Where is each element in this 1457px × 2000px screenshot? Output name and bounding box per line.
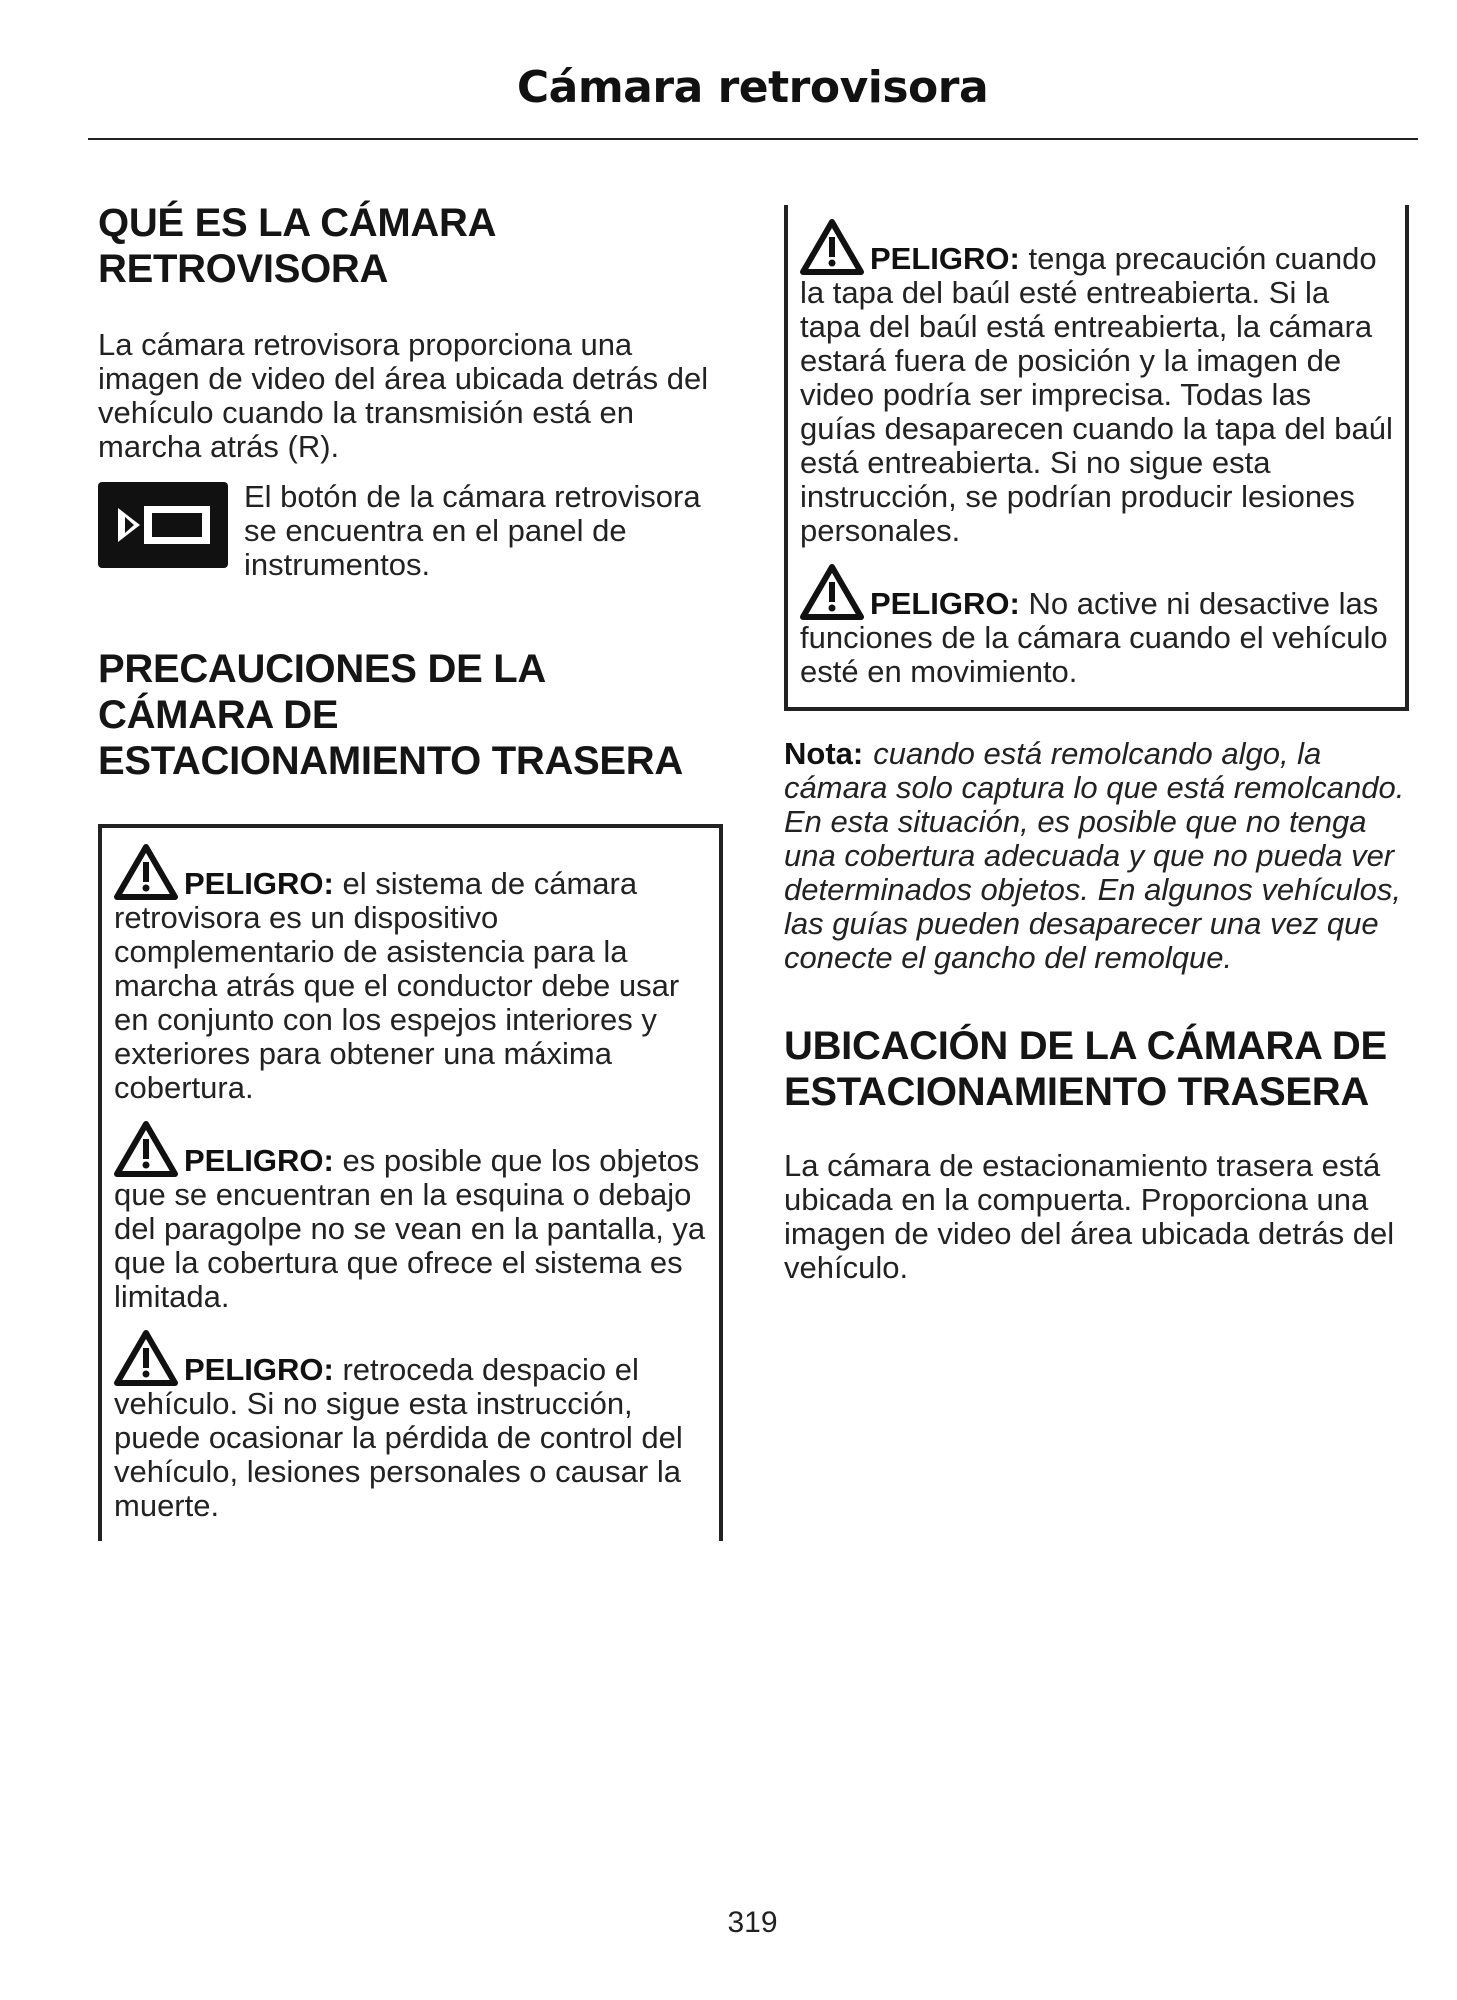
page-title: Cámara retrovisora — [516, 62, 989, 113]
warning-item — [114, 1121, 707, 1314]
section-heading-what-is: QUÉ ES LA CÁMARA RETROVISORA — [98, 201, 495, 291]
warning-item — [800, 219, 1393, 548]
section-heading-location: UBICACIÓN DE LA CÁMARA DE ESTACIONAMIENTO TRASERA — [784, 1024, 1387, 1114]
warning-text: es posible que los objetos que se encuentran en la esquina o debajo del paragolpe no se vean en la pantalla, ya que la cobertura que ofrece el sistema es limitada. — [114, 1143, 706, 1314]
warning-text: el sistema de cámara retrovisora es un dispositivo complementario de asistencia para la marcha atrás que el conductor debe usar en conjunto con los espejos interiores y exteriores para obtener una máxima cobertura. — [114, 866, 680, 1105]
warning-label: PELIGRO: — [184, 1352, 334, 1387]
warning-label: PELIGRO: — [184, 866, 334, 901]
page-number: 319 — [727, 1906, 778, 1939]
warning-text: No active ni desactive las funciones de la cámara cuando el vehículo esté en movimiento. — [800, 586, 1388, 689]
warning-triangle-icon — [114, 1121, 178, 1177]
warning-item — [114, 1330, 707, 1523]
warning-label: PELIGRO: — [870, 586, 1020, 621]
title-divider — [88, 138, 1418, 140]
location-paragraph: La cámara de estacionamiento trasera está ubicada en la compuerta. Proporciona una imagen de video del área ubicada detrás del vehículo. — [784, 1148, 1395, 1285]
warning-label: PELIGRO: — [184, 1143, 334, 1178]
warning-item — [114, 844, 707, 1105]
left-column — [98, 200, 723, 1541]
warning-text: tenga precaución cuando la tapa del baúl esté entreabierta. Si la tapa del baúl está entreabierta, la cámara estará fuera de posición y la imagen de video podría ser imprecisa. Todas las guías desaparecen cuando la tapa del baúl está entreabierta. Si no sigue esta instrucción, se podrían producir lesiones personales. — [800, 241, 1393, 548]
warning-triangle-icon — [800, 564, 864, 620]
note-paragraph — [784, 737, 1409, 975]
note-text: cuando está remolcando algo, la cámara solo captura lo que está remolcando. En esta situación, es posible que no tenga una cobertura adecuada y que no pueda ver determinados objetos. En algunos vehículos, las guías pueden desaparecer una vez que conecte el gancho del remolque. — [784, 736, 1405, 975]
warning-box-left — [98, 824, 723, 1541]
intro-paragraph: La cámara retrovisora proporciona una imagen de video del área ubicada detrás del vehículo cuando la transmisión está en marcha atrás (R). — [98, 327, 709, 464]
rear-camera-button-icon — [98, 482, 228, 568]
camera-button-text: El botón de la cámara retrovisora se encuentra en el panel de instrumentos. — [244, 479, 701, 582]
warning-triangle-icon — [114, 844, 178, 900]
camera-button-note — [98, 480, 723, 582]
warning-box-right — [784, 205, 1409, 711]
section-heading-precautions: PRECAUCIONES DE LA CÁMARA DE ESTACIONAMIENTO TRASERA — [98, 647, 683, 783]
right-column — [784, 205, 1409, 1285]
warning-label: PELIGRO: — [870, 241, 1020, 276]
warning-text: retroceda despacio el vehículo. Si no sigue esta instrucción, puede ocasionar la pérdida de control del vehículo, lesiones personales o causar la muerte. — [114, 1352, 683, 1523]
warning-triangle-icon — [800, 219, 864, 275]
warning-item — [800, 564, 1393, 689]
warning-triangle-icon — [114, 1330, 178, 1386]
note-label: Nota: — [784, 736, 864, 771]
